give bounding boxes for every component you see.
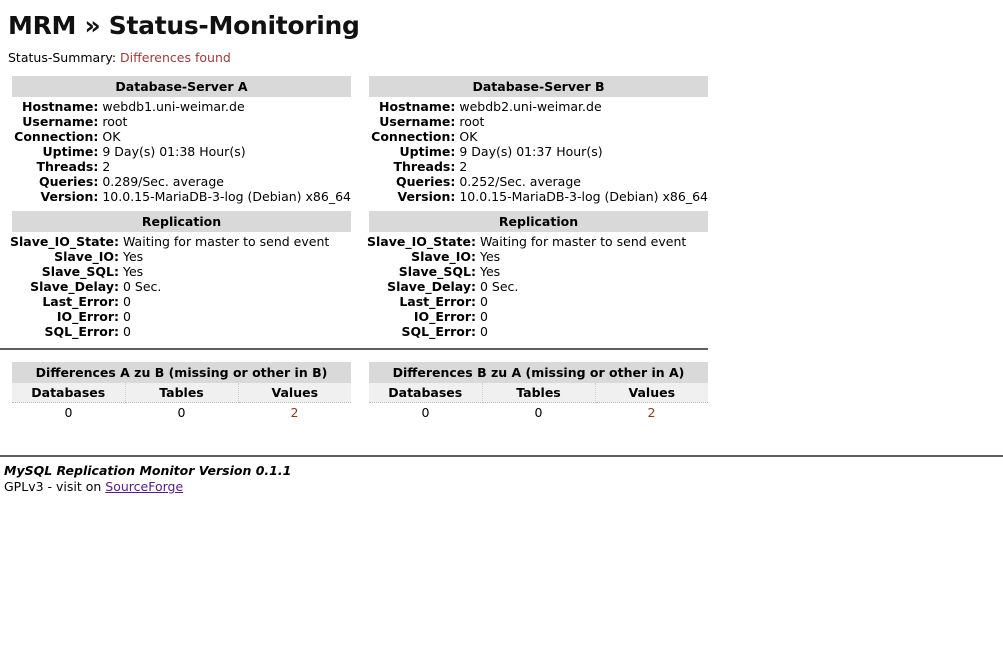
row-label: Threads: [36,158,99,174]
cell-databases-count: 0 [64,404,73,420]
table-row [357,234,708,249]
column-header-values: Values [238,383,351,403]
table-row [357,189,708,204]
row-label: Queries: [38,173,99,189]
table-row [357,129,708,144]
row-label: Slave_IO_State: [367,233,476,249]
row-value: 10.0.15-MariaDB-3-log (Debian) x86_64 [102,188,351,204]
footer-license-text: GPLv3 - visit on [4,479,106,494]
row-label: Username: [22,113,99,129]
table-row [0,114,351,129]
table-row [0,174,351,189]
row-label: Version: [40,188,99,204]
table-row [357,279,708,294]
row-label: Connection: [371,128,456,144]
table-header-row [12,383,351,403]
row-label: Version: [397,188,456,204]
row-value: 9 Day(s) 01:38 Hour(s) [102,143,246,159]
cell-values-count: 2 [290,404,299,420]
differences-table-b-to-a [369,362,708,422]
server-b-info-table [357,99,708,204]
footer-app-title: MySQL Replication Monitor Version 0.1.1 [4,463,292,478]
server-b-replication-band-title: Replication [369,211,708,232]
table-row [357,114,708,129]
table-row [0,249,351,264]
table-row [0,189,351,204]
server-a-info-table [0,99,351,204]
table-row [0,264,351,279]
column-header-databases: Databases [369,383,482,403]
row-value: OK [459,128,478,144]
table-row [0,129,351,144]
row-value: webdb2.uni-weimar.de [459,98,602,114]
row-value: root [102,113,128,129]
table-row [357,264,708,279]
row-label: Slave_Delay: [387,278,476,294]
row-value: 2 [102,158,111,174]
server-a-replication-band-title: Replication [12,211,351,232]
column-header-tables: Tables [125,383,238,403]
row-value: 2 [459,158,468,174]
cell-databases-count: 0 [421,404,430,420]
table-header-row [369,383,708,403]
row-value: OK [102,128,121,144]
row-value: 0 [480,323,488,339]
table-row [0,309,351,324]
row-value: 0.252/Sec. average [459,173,581,189]
row-label: Threads: [393,158,456,174]
differences-a-to-b-caption: Differences A zu B (missing or other in B) [12,362,351,383]
server-b-band-title: Database-Server B [369,76,708,97]
table-row [0,324,351,339]
row-label: Uptime: [42,143,99,159]
table-row [0,159,351,174]
row-label: SQL_Error: [401,323,476,339]
table-row [0,234,351,249]
differences-table-a-to-b [12,362,351,422]
differences-section [0,362,708,422]
table-row [357,174,708,189]
row-value: 0.289/Sec. average [102,173,224,189]
status-summary [8,50,1003,65]
table-row [357,294,708,309]
table-row [0,279,351,294]
table-row [12,402,351,422]
row-value: 0 [480,308,488,324]
row-label: IO_Error: [413,308,476,324]
table-row [357,309,708,324]
row-label: Hostname: [379,98,456,114]
status-summary-label: Status-Summary: [8,49,117,65]
row-value: 0 [123,323,131,339]
server-a-replication-table [0,234,351,339]
row-value: 9 Day(s) 01:37 Hour(s) [459,143,603,159]
row-value: Yes [123,263,144,279]
row-value: 0 Sec. [480,278,519,294]
row-value: 0 Sec. [123,278,162,294]
row-label: Slave_IO_State: [10,233,119,249]
server-a-band-title: Database-Server A [12,76,351,97]
table-row [369,402,708,422]
differences-b-to-a-caption: Differences B zu A (missing or other in A) [369,362,708,383]
table-row [357,144,708,159]
table-row [357,249,708,264]
server-panels [0,76,708,339]
row-label: Slave_IO: [411,248,476,264]
row-value: Waiting for master to send event [123,233,330,249]
row-label: Queries: [395,173,456,189]
row-label: Slave_Delay: [30,278,119,294]
table-row [0,99,351,114]
page-title: MRM » Status-Monitoring [8,11,360,40]
row-value: 0 [123,308,131,324]
sourceforge-link[interactable]: SourceForge [105,479,184,494]
row-value: 10.0.15-MariaDB-3-log (Debian) x86_64 [459,188,708,204]
row-label: Slave_SQL: [41,263,119,279]
table-row [357,159,708,174]
server-b-replication-table [357,234,708,339]
server-panel-b [357,76,708,339]
page-footer [0,455,1003,494]
row-label: IO_Error: [56,308,119,324]
column-header-values: Values [595,383,708,403]
row-value: Yes [480,263,501,279]
table-row [0,294,351,309]
footer-license [4,479,1003,494]
cell-tables-count: 0 [534,404,543,420]
column-header-databases: Databases [12,383,125,403]
server-panel-a [0,76,351,339]
row-value: 0 [480,293,488,309]
row-label: Hostname: [22,98,99,114]
column-header-tables: Tables [482,383,595,403]
table-row [357,99,708,114]
row-label: Slave_IO: [54,248,119,264]
status-summary-value: Differences found [120,49,231,65]
table-row [357,324,708,339]
cell-values-count: 2 [647,404,656,420]
status-monitoring-page [0,11,1003,494]
row-value: Yes [480,248,501,264]
cell-tables-count: 0 [177,404,186,420]
row-label: Connection: [14,128,99,144]
table-row [0,144,351,159]
section-divider [0,348,708,350]
row-label: Username: [379,113,456,129]
row-label: Last_Error: [399,293,476,309]
row-value: Waiting for master to send event [480,233,687,249]
footer-divider [0,455,1003,457]
row-label: Last_Error: [42,293,119,309]
row-value: root [459,113,485,129]
row-value: Yes [123,248,144,264]
row-label: Uptime: [399,143,456,159]
row-value: 0 [123,293,131,309]
row-label: Slave_SQL: [398,263,476,279]
row-value: webdb1.uni-weimar.de [102,98,245,114]
row-label: SQL_Error: [44,323,119,339]
